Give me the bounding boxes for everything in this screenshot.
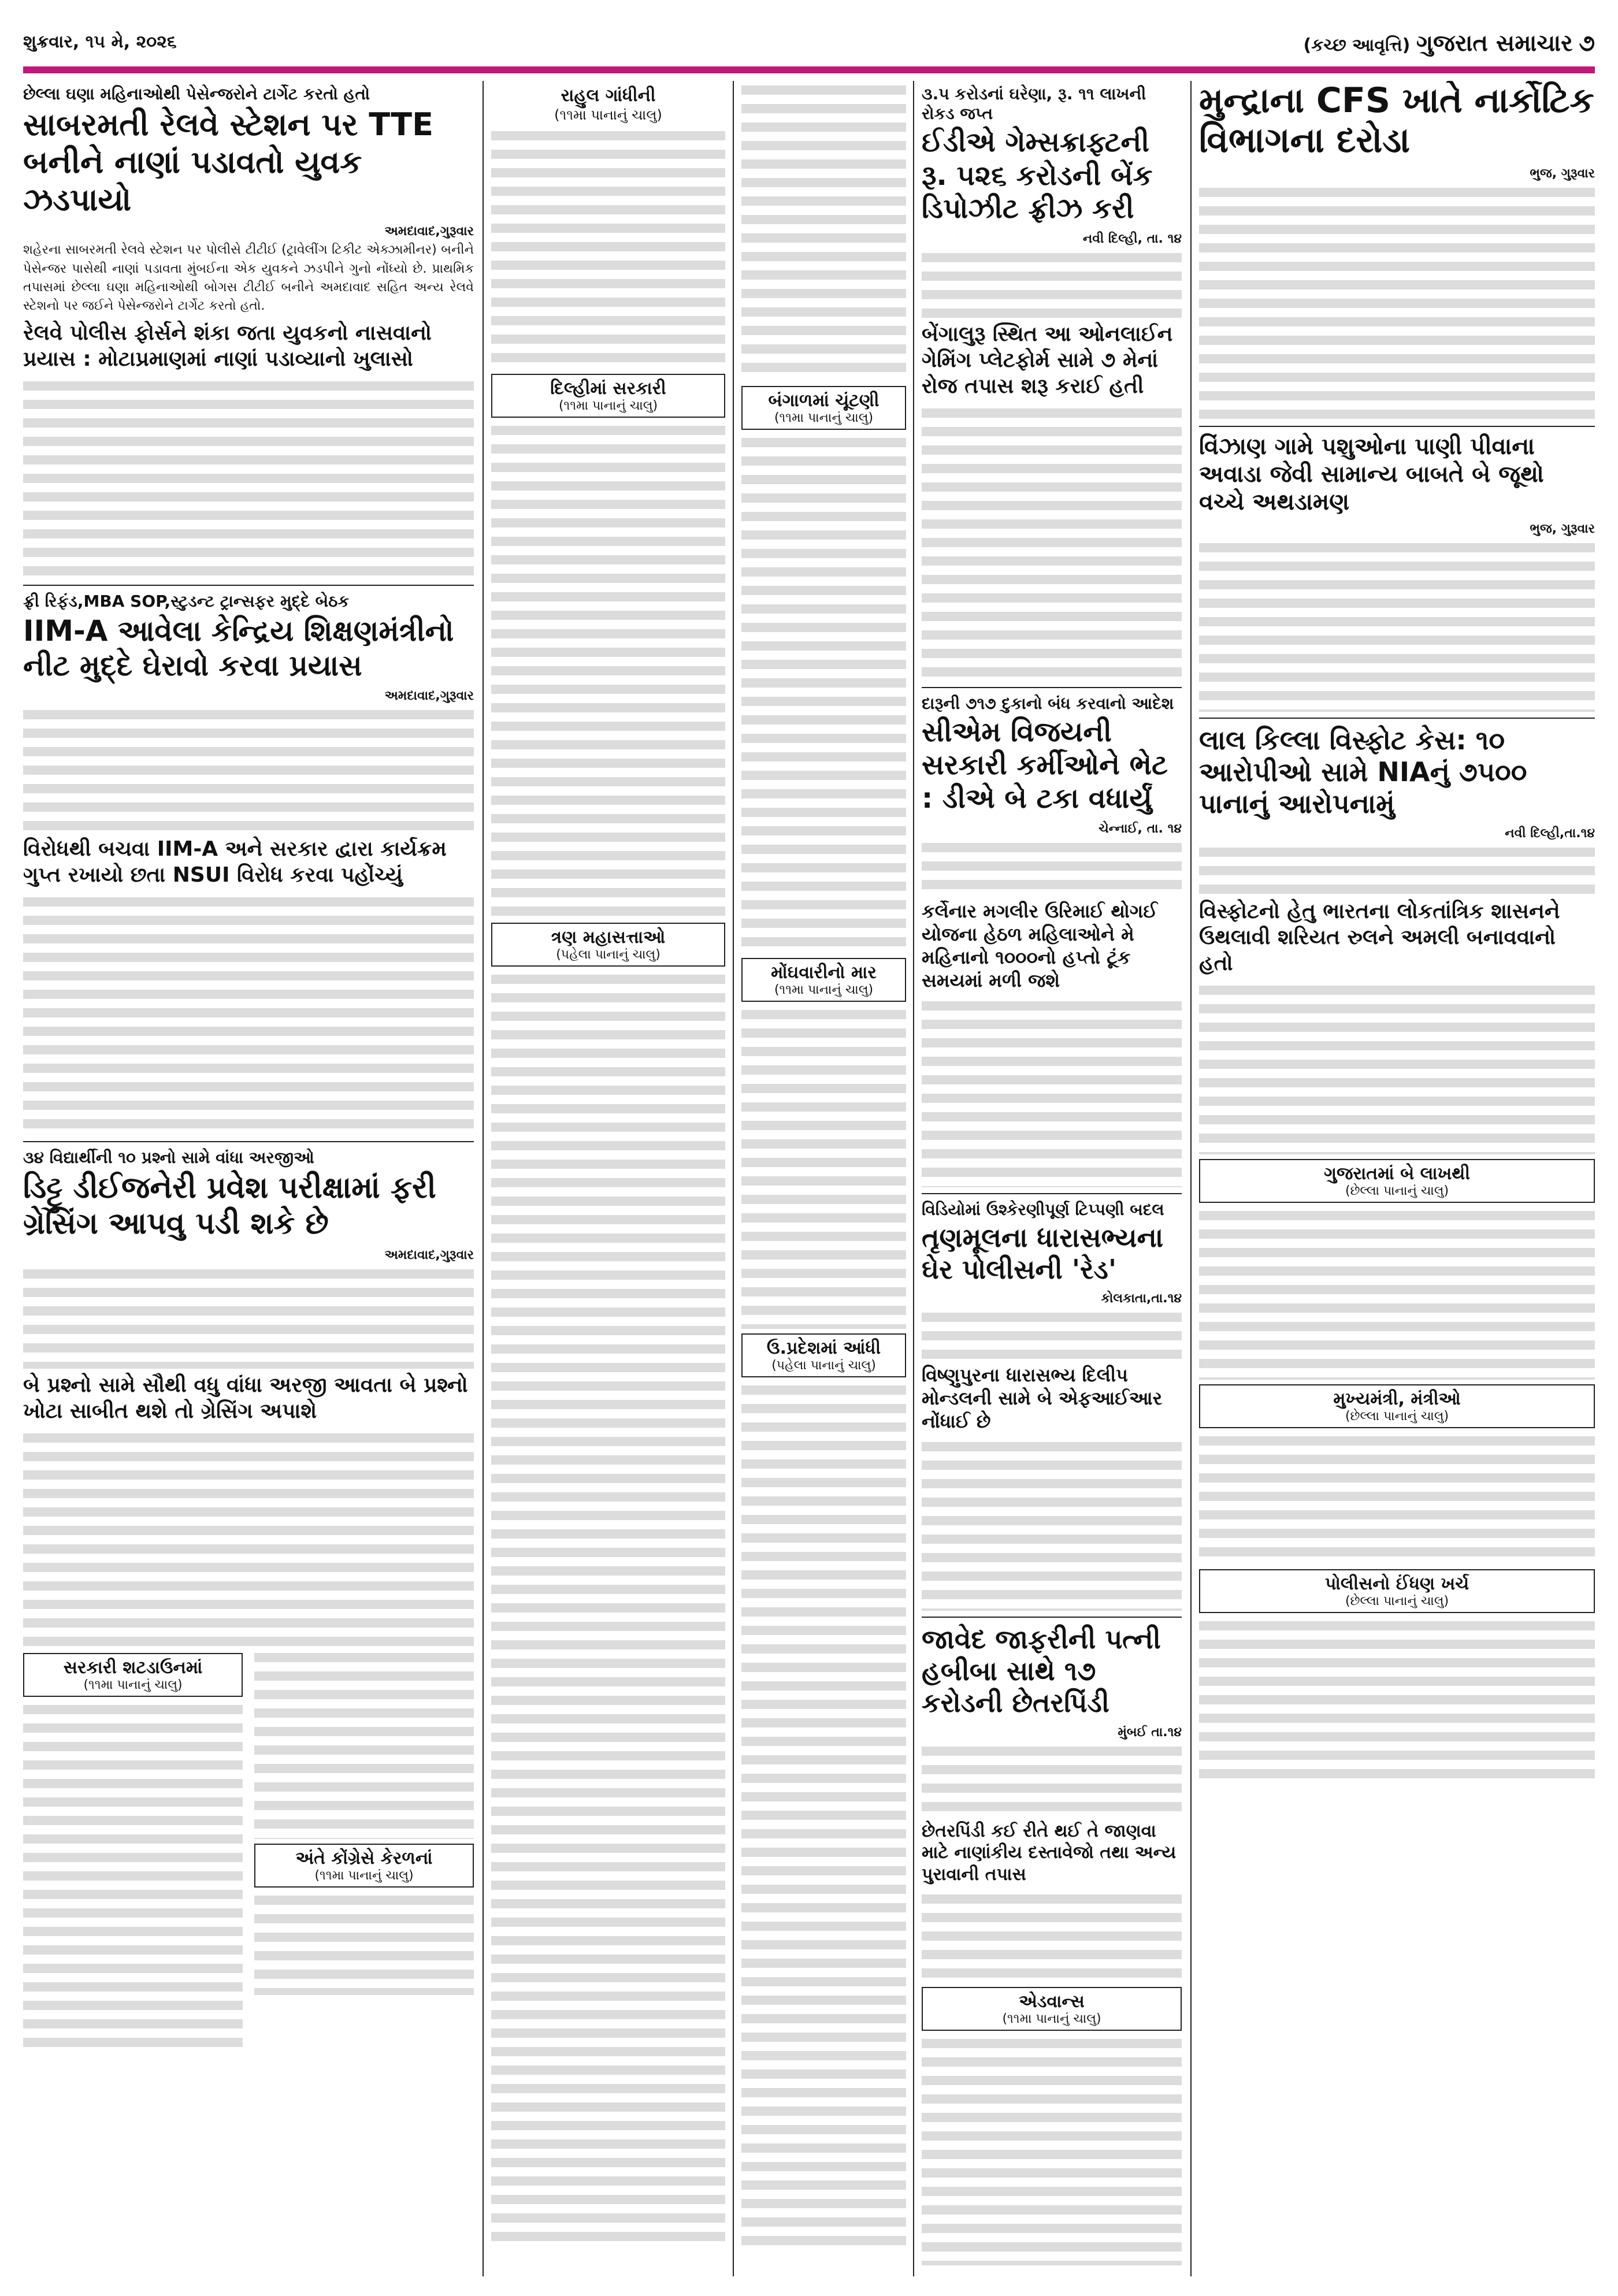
- article-body-filler: [23, 1265, 474, 1369]
- article-body-filler: [922, 1437, 1182, 1611]
- article-body-filler: [1199, 1206, 1595, 1380]
- article-body-filler: [922, 2034, 1182, 2265]
- article-subhead: વિષ્ણુપુરના ધારાસભ્ય દિલીપ મોન્ડલની સામે બે એફઆઈઆર નોંધાઈ છે: [922, 1364, 1163, 1432]
- article-subhead: બે પ્રશ્નો સામે સૌથી વધુ વાંધા અરજી આવતા બે પ્રશ્નો ખોટા સાબીત થશે તો ગ્રેસિંગ અપાશે: [23, 1373, 468, 1423]
- continued-note: (છેલ્લા પાનાનું ચાલુ): [1345, 1593, 1449, 1608]
- article-dateline: કોલકાતા,તા.૧૪: [1101, 1291, 1182, 1306]
- continued-title: પોલીસનો ઈંધણ ખર્ચ: [1324, 1573, 1469, 1594]
- continued-title: ઉ.પ્રદેશમાં આંધી: [766, 1338, 881, 1358]
- article-dateline: અમદાવાદ,ગુરૂવાર: [384, 688, 474, 703]
- article-kicker: ૩૪ વિદ્યાર્થીની ૧૦ પ્રશ્નો સામે વાંધા અરજીઓ: [23, 1147, 314, 1167]
- article-body-filler: [922, 1308, 1182, 1360]
- article-body-filler: [1199, 843, 1595, 895]
- continued-box: [1199, 1569, 1595, 1613]
- article-dateline: અમદાવાદ,ગુરૂવાર: [384, 1247, 474, 1262]
- continued-box: [741, 386, 906, 430]
- article-divider: [922, 1193, 1182, 1194]
- article-headline: સાબરમતી રેલવે સ્ટેશન પર TTE બનીને નાણાં પડાવતો યુવક ઝડપાયો: [23, 106, 433, 218]
- article-divider: [23, 1141, 474, 1142]
- article-subhead: વિરોધથી બચવા IIM-A અને સરકાર દ્વારા કાર્યક્રમ ગુપ્ત રખાયો છતા NSUI વિરોધ કરવા પહોંચ્યું: [23, 837, 447, 887]
- article-dateline: ભુજ, ગુરૂવાર: [1530, 166, 1595, 181]
- column-2: [491, 81, 725, 2276]
- continued-title: સરકારી શટડાઉનમાં: [63, 1657, 203, 1678]
- continued-box: [491, 923, 725, 967]
- article-kicker: છેલ્લા ઘણા મહિનાઓથી પેસેન્જરોને ટાર્ગેટ કરતો હતો: [23, 84, 370, 103]
- continued-box: [741, 1333, 906, 1377]
- article-headline: જાવેદ જાફરીની પત્ની હબીબા સાથે ૧૭ કરોડની છેતરપિંડી: [922, 1623, 1161, 1719]
- continued-note: (૧૧મા પાનાનું ચાલુ): [774, 411, 874, 425]
- column-divider: [1190, 81, 1192, 2276]
- article-dateline: મુંબઈ તા.૧૪: [1118, 1725, 1182, 1740]
- article-body-filler: [741, 81, 906, 381]
- continued-box: [23, 1653, 243, 1697]
- continued-note: (છેલ્લા પાનાનું ચાલુ): [1345, 1409, 1449, 1424]
- article-kicker: ૩.૫ કરોડનાં ઘરેણા, રૂ. ૧૧ લાખની રોકડ જપ્ત: [922, 84, 1146, 123]
- bottom-row: [23, 1648, 474, 2047]
- article-headline: મુન્દ્રાના CFS ખાતે નાર્કોટિક વિભાગના દરોડા: [1199, 81, 1594, 161]
- brand-name: ગુજરાત સમાચાર: [1416, 29, 1573, 57]
- continued-box: [1199, 1384, 1595, 1428]
- article-body-filler: [23, 705, 474, 833]
- article-body-filler: [922, 997, 1182, 1187]
- continued-note: (૧૧મા પાનાનું ચાલુ): [83, 1677, 183, 1692]
- masthead: [1304, 29, 1595, 57]
- article-body-filler: [1199, 981, 1595, 1154]
- column-divider: [483, 81, 484, 2276]
- page-number: ૭: [1579, 29, 1595, 57]
- article-subhead: વિસ્ફોટનો હેતુ ભારતના લોકતાંત્રિક શાસનને ઉથલાવી શરિયત રુલને અમલી બનાવવાનો હતો: [1199, 899, 1560, 975]
- article-body-filler: [922, 404, 1182, 681]
- article-dateline: નવી દિલ્હી, તા. ૧૪: [1082, 231, 1182, 246]
- article-dateline: ભુજ, ગુરૂવાર: [1530, 522, 1595, 536]
- continued-note: (૧૧મા પાનાનું ચાલુ): [554, 107, 662, 123]
- article-body-filler: [23, 1700, 243, 2047]
- column-divider: [913, 81, 914, 2276]
- continued-title: એડવાન્સ: [1019, 1992, 1085, 2012]
- article-body-filler: [491, 421, 725, 918]
- continued-box: [741, 958, 906, 1002]
- article-headline: વિંઝાણ ગામે પશુઓના પાણી પીવાના અવાડા જેવી સામાન્ય બાબતે બે જૂથો વચ્ચે અથડામણ: [1199, 433, 1544, 515]
- article-headline: ઈડીએ ગેમ્સક્રાફ્ટની રૂ. ૫૨૬ કરોડની બેંક ડિપોઝીટ ફ્રીઝ કરી: [922, 126, 1153, 225]
- article-dateline: ચેન્નાઈ, તા. ૧૪: [1099, 821, 1182, 836]
- continued-title: ગુજરાતમાં બે લાખથી: [1324, 1163, 1470, 1184]
- article-headline: લાલ કિલ્લા વિસ્ફોટ કેસ: ૧૦ આરોપીઓ સામે NIAનું ૭૫૦૦ પાનાનું આરોપનામું: [1199, 725, 1527, 820]
- continued-box: [1199, 1159, 1595, 1203]
- continued-title: મુખ્યમંત્રી, મંત્રીઓ: [1333, 1388, 1461, 1409]
- continued-note: (છેલ્લા પાનાનું ચાલુ): [1345, 1183, 1449, 1198]
- article-body-filler: [922, 838, 1182, 896]
- article-body-filler: [23, 377, 474, 579]
- continued-note: (પહેલા પાનાનું ચાલુ): [556, 948, 660, 962]
- article-body-filler: [741, 433, 906, 953]
- article-body-filler: [491, 127, 725, 369]
- article-body-filler: [922, 248, 1182, 318]
- article-headline: IIM-A આવેલા કેન્દ્રિય શિક્ષણમંત્રીનો નીટ મુદ્દે ઘેરાવો કરવા પ્રયાસ: [23, 614, 454, 682]
- article-body-filler: [741, 1005, 906, 1329]
- article-subhead: બેંગાલુરૂ સ્થિત આ ઓનલાઈન ગેમિંગ પ્લેટફોર્મ સામે ૭ મેનાં રોજ તપાસ શરૂ કરાઈ હતી: [922, 322, 1173, 398]
- article-body-filler: [922, 1890, 1182, 1982]
- continued-box: [491, 374, 725, 418]
- continued-title: મોંઘવારીનો માર: [771, 963, 877, 983]
- continued-box: [254, 1844, 474, 1888]
- article-body-filler: [1199, 183, 1595, 420]
- article-body-filler: [1199, 1432, 1595, 1565]
- continued-title: રાહુલ ગાંધીની: [561, 86, 656, 106]
- article-divider: [922, 687, 1182, 688]
- article-headline: તૃણમૂલના ધારાસભ્યના ઘેર પોલીસની 'રેડ': [922, 1221, 1164, 1285]
- article-dateline: નવી દિલ્હી,તા.૧૪: [1505, 826, 1595, 841]
- article-body: શહેરના સાબરમતી રેલવે સ્ટેશન પર પોલીસે ટીટીઈ (ટ્રાવેલીંગ ટિકીટ એક્ઝામીનર) બનીને પેસેન્જર પાસેથી નાણાં પડાવતા મુંબઈના એક યુવકને ઝડપીને ગુનો નોંધ્યો છે. પ્રાથમિક તપાસમાં છેલ્લા ઘણા મહિનાઓથી બોગસ ટીટીઈ બનીને અમદાવાદ સહિત અન્ય રેલવે સ્ટેશનો પર જઈને પેસેન્જરોને ટાર્ગેટ કરતો હતો.: [23, 243, 474, 313]
- column-6: [1199, 81, 1595, 2276]
- continued-title: બંગાળમાં ચૂંટણી: [768, 391, 879, 411]
- article-continued: [254, 1648, 474, 2047]
- article-headline: ડિટ્ટુ ડીઈજનેરી પ્રવેશ પરીક્ષામાં ફરી ગ્રેસિંગ આપવુ પડી શકે છે: [23, 1170, 436, 1242]
- article-kicker: ફ્રી રિફંડ,MBA SOP,સ્ટુડન્ટ ટ્રાન્સફર મુદ્દે બેઠક: [23, 591, 350, 611]
- article-divider: [1199, 718, 1595, 719]
- edition-label: (કચ્છ આવૃત્તિ): [1303, 35, 1411, 55]
- column-1: [23, 81, 474, 2276]
- column-divider: [733, 81, 734, 2276]
- article-kicker: વિડિયોમાં ઉશ્કેરણીપૂર્ણ ટિપ્પણી બદલ: [922, 1199, 1164, 1219]
- article-body-filler: [741, 1381, 906, 2247]
- article-body-filler: [1199, 538, 1595, 712]
- article-dateline: અમદાવાદ,ગુરૂવાર: [384, 224, 474, 239]
- continued-title: અંતે કોંગ્રેસે કેરળનાં: [295, 1848, 433, 1868]
- article-body-filler: [491, 970, 725, 2241]
- column-4-5: [922, 81, 1182, 2276]
- article-headline: સીએમ વિજયની સરકારી કર્મીઓને ભેટ : ડીએ બે ટકા વધાર્યું: [922, 715, 1168, 815]
- continued-note: (૧૧મા પાનાનું ચાલુ): [558, 399, 658, 413]
- article-body-filler: [23, 893, 474, 1135]
- article-subhead: કર્લેનાર મગલીર ઉરિમાઈ થોગઈ યોજના હેઠળ મહિલાઓને મે મહિનાનો ૧૦૦૦નો હપ્તો ટૂંક સમયમાં મળી જશે: [922, 900, 1157, 991]
- article-body-filler: [922, 1742, 1182, 1817]
- continued-title: દિલ્હીમાં સરકારી: [550, 378, 666, 399]
- article-body-filler: [254, 1891, 474, 1995]
- article-subhead: રેલવે પોલીસ ફોર્સને શંકા જતા યુવકનો નાસવાનો પ્રયાસ : મોટાપ્રમાણમાં નાણાં પડાવ્યાનો ખુલાસો: [23, 321, 432, 371]
- continued-note: (૧૧મા પાનાનું ચાલુ): [314, 1868, 414, 1883]
- article-subhead: છેતરપિંડી કઈ રીતે થઈ તે જાણવા માટે નાણાંકીય દસ્તાવેજો તથા અન્ય પુરાવાની તપાસ: [922, 1821, 1177, 1885]
- continued-title: ત્રણ મહાસત્તાઓ: [551, 927, 666, 948]
- continued-box: [922, 1987, 1182, 2031]
- column-3: [741, 81, 906, 2276]
- article-continued: [23, 1648, 243, 2047]
- continued-note: (૧૧મા પાનાનું ચાલુ): [1002, 2012, 1101, 2026]
- issue-date: શુક્રવાર, ૧૫ મે, ૨૦૨૬: [23, 32, 177, 52]
- article-kicker: દારૂની ૭૧૭ દુકાનો બંધ કરવાનો આદેશ: [922, 693, 1174, 713]
- article-divider: [23, 585, 474, 586]
- article-body-filler: [254, 1648, 474, 1839]
- page-header: [23, 26, 1595, 72]
- header-rule: [23, 66, 1595, 73]
- article-body-filler: [1199, 1617, 1595, 1778]
- continued-note: (પહેલા પાનાનું ચાલુ): [771, 1358, 876, 1373]
- article-divider: [1199, 426, 1595, 427]
- continued-note: (૧૧મા પાનાનું ચાલુ): [774, 983, 874, 997]
- article-divider: [922, 1617, 1182, 1618]
- article-body-filler: [23, 1429, 474, 1648]
